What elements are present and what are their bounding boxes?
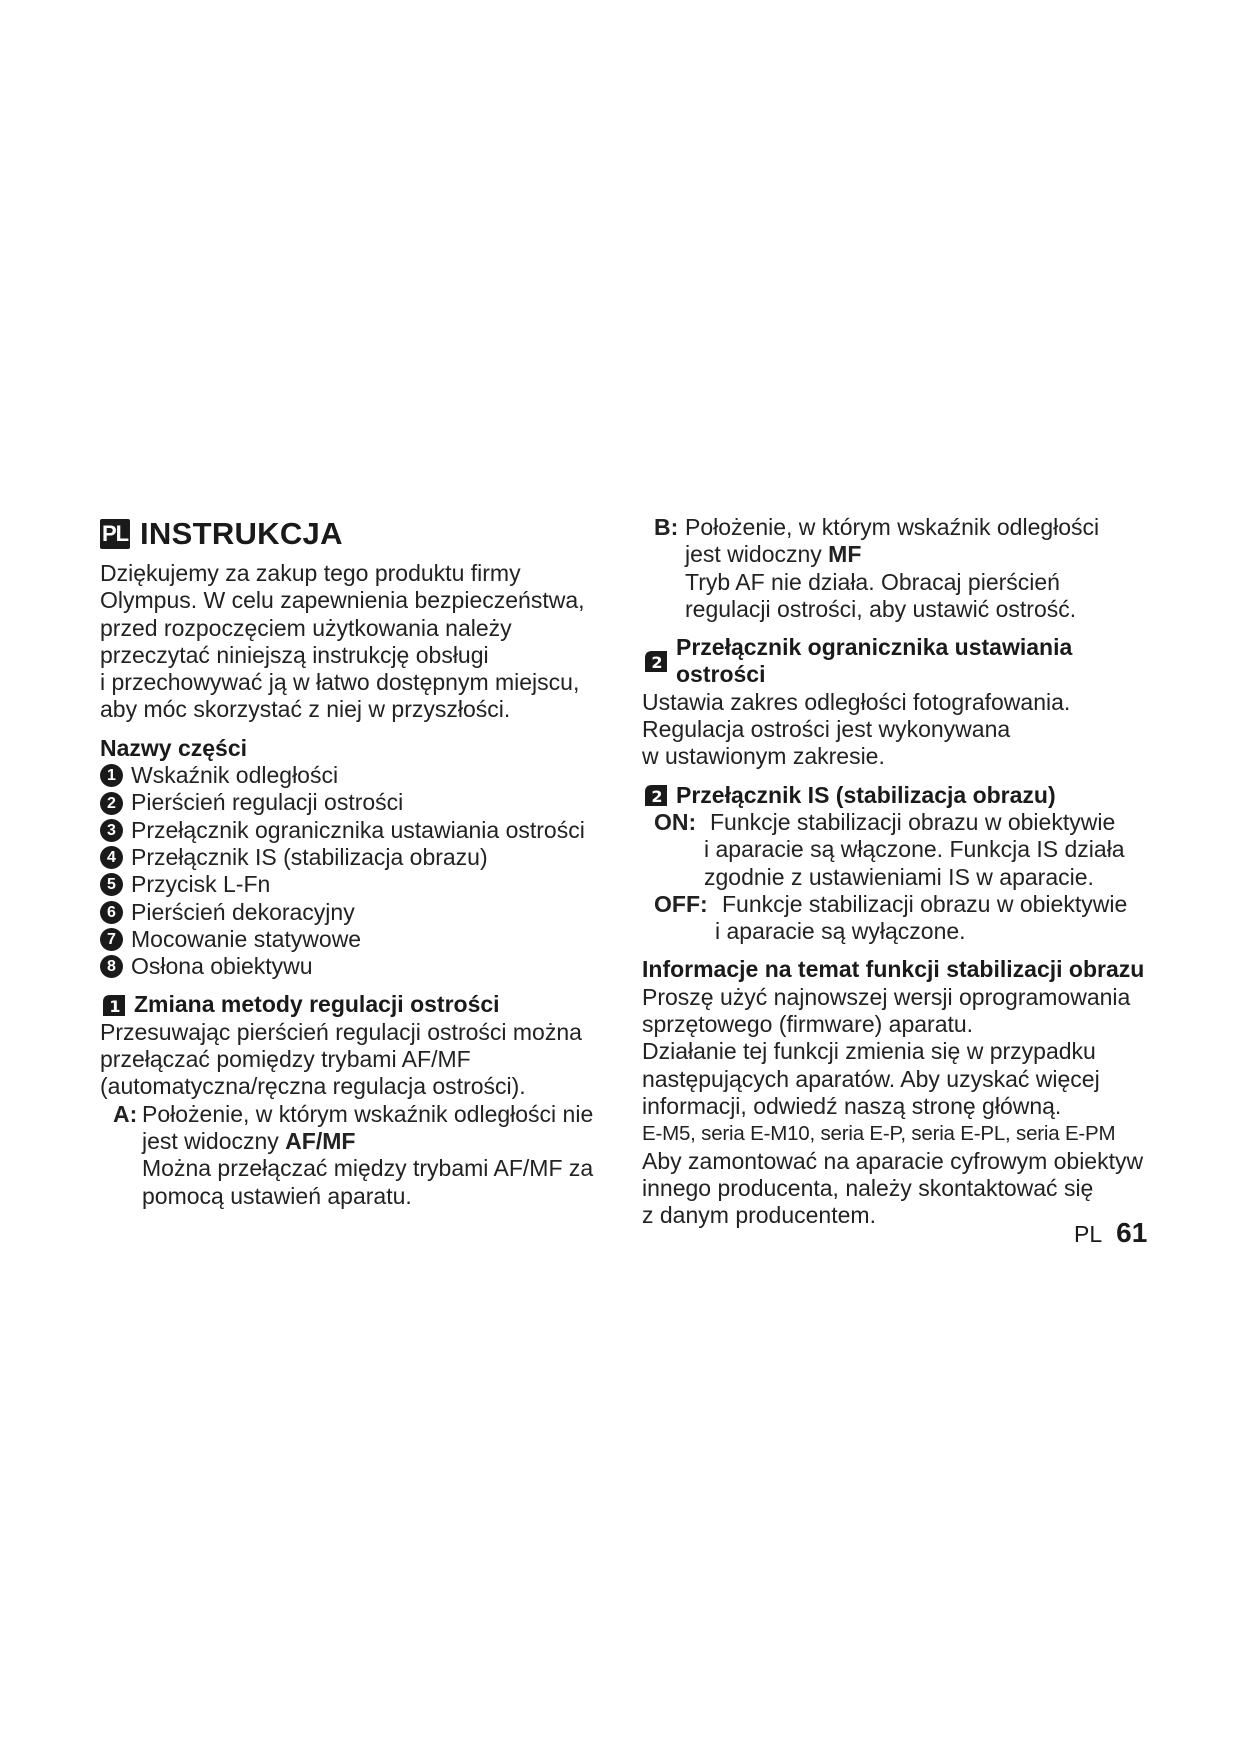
- section-heading-text: Zmiana metody regulacji ostrości: [134, 991, 500, 1018]
- section-heading-focus-limiter: [642, 634, 1162, 689]
- footer-language: PL: [1074, 1221, 1103, 1247]
- parts-item: [100, 817, 620, 844]
- option-label: A:: [113, 1100, 138, 1127]
- info-line: Aby zamontować na aparacie cyfrowym obiektyw: [642, 1147, 1144, 1174]
- option-label: ON:: [654, 808, 697, 835]
- section-heading-is-switch: [642, 782, 1162, 809]
- title-row: [100, 514, 620, 554]
- parts-item-label: Pierścień dekoracyjny: [131, 898, 355, 925]
- intro-line: przed rozpoczęciem użytkowania należy: [100, 614, 512, 641]
- body-line: Przesuwając pierścień regulacji ostrości można: [100, 1018, 582, 1045]
- intro-line: i przechowywać ją w łatwo dostępnym miejscu,: [100, 669, 580, 696]
- parts-heading: Nazwy części: [100, 734, 248, 761]
- option-line: Funkcje stabilizacji obrazu w obiektywie: [722, 890, 1128, 917]
- option-off: [642, 891, 1162, 918]
- option-line: zgodnie z ustawieniami IS w aparacie.: [704, 863, 1094, 890]
- number-badge-icon: 4: [100, 846, 123, 869]
- body-line: Ustawia zakres odległości fotografowania.: [642, 688, 1071, 715]
- svg-text:2: 2: [651, 653, 663, 673]
- info-line: Proszę użyć najnowszej wersji oprogramowania: [642, 983, 1131, 1010]
- option-line: regulacji ostrości, aby ustawić ostrość.: [685, 595, 1077, 622]
- option-line: i aparacie są wyłączone.: [715, 918, 966, 945]
- parts-item: [100, 871, 620, 898]
- parts-item-label: Mocowanie statywowe: [131, 925, 362, 952]
- intro-line: aby móc skorzystać z niej w przyszłości.: [100, 696, 511, 723]
- parts-item-label: Przełącznik IS (stabilizacja obrazu): [131, 843, 488, 870]
- svg-text:1: 1: [109, 997, 121, 1017]
- language-badge: PL: [100, 519, 130, 549]
- parts-item: [100, 844, 620, 871]
- option-a: [100, 1101, 620, 1210]
- intro-line: przeczytać niniejszą instrukcję obsługi: [100, 641, 489, 668]
- number-badge-icon: 3: [100, 819, 123, 842]
- intro-line: Olympus. W celu zapewnienia bezpieczeństwa,: [100, 587, 585, 614]
- info-line: następujących aparatów. Aby uzyskać więcej: [642, 1065, 1100, 1092]
- option-label: B:: [654, 514, 679, 540]
- svg-text:2: 2: [651, 787, 663, 807]
- info-heading: Informacje na temat funkcji stabilizacji obrazu: [642, 956, 1145, 983]
- info-line: z danym producentem.: [642, 1202, 876, 1229]
- body-line: przełączać pomiędzy trybami AF/MF: [100, 1046, 471, 1073]
- info-line: Działanie tej funkcji zmienia się w przypadku: [642, 1038, 1096, 1065]
- parts-list: [100, 762, 620, 980]
- right-column: [642, 514, 1162, 1229]
- mode-label: AF/MF: [285, 1127, 356, 1154]
- page-number: 61: [1116, 1217, 1148, 1248]
- number-badge-icon: 1: [100, 764, 123, 787]
- parts-item: [100, 762, 620, 789]
- intro-line: Dziękujemy za zakup tego produktu firmy: [100, 560, 521, 586]
- parts-item: [100, 899, 620, 926]
- option-line: i aparacie są włączone. Funkcja IS działa: [704, 836, 1125, 863]
- number-badge-icon: 7: [100, 928, 123, 951]
- info-line: sprzętowego (firmware) aparatu.: [642, 1011, 974, 1038]
- number-badge-icon: 2: [100, 792, 123, 815]
- number-badge-icon: 8: [100, 955, 123, 978]
- parts-item-label: Przełącznik ogranicznika ustawiania ostrości: [131, 816, 585, 843]
- option-line: Położenie, w którym wskaźnik odległości: [685, 514, 1100, 540]
- section-heading-text: Przełącznik IS (stabilizacja obrazu): [676, 781, 1056, 808]
- option-line: Funkcje stabilizacji obrazu w obiektywie: [710, 808, 1116, 835]
- parts-item-label: Wskaźnik odległości: [131, 762, 339, 789]
- intro-text: [100, 560, 620, 724]
- mode-label: MF: [828, 541, 862, 568]
- section-heading-text: Przełącznik ogranicznika ustawiania ostrości: [676, 634, 1073, 688]
- lens-step-2-icon: [642, 648, 670, 674]
- option-line: jest widoczny MF: [685, 541, 862, 568]
- option-line: Położenie, w którym wskaźnik odległości nie: [142, 1100, 594, 1127]
- body-line: Regulacja ostrości jest wykonywana: [642, 716, 1011, 743]
- parts-item-label: Pierścień regulacji ostrości: [131, 789, 404, 816]
- body-line: w ustawionym zakresie.: [642, 743, 885, 770]
- page-title: INSTRUKCJA: [140, 516, 343, 552]
- parts-item: [100, 926, 620, 953]
- body-line: (automatyczna/ręczna regulacja ostrości).: [100, 1073, 526, 1100]
- option-on: [642, 809, 1162, 836]
- option-line: jest widoczny AF/MF: [142, 1127, 356, 1154]
- left-column: [100, 514, 620, 1210]
- option-label: OFF:: [654, 890, 708, 917]
- parts-item: [100, 953, 620, 980]
- camera-models: E-M5, seria E-M10, seria E-P, seria E-PL, seria E-PM: [642, 1122, 1116, 1146]
- option-line: Tryb AF nie działa. Obracaj pierścień: [685, 568, 1060, 595]
- info-line: innego producenta, należy skontaktować się: [642, 1174, 1094, 1201]
- parts-item-label: Osłona obiektywu: [131, 953, 313, 980]
- lens-step-2-icon: [642, 782, 670, 808]
- section-heading-focus-method: [100, 991, 620, 1018]
- parts-item: [100, 789, 620, 816]
- option-b: [642, 514, 1162, 623]
- parts-item-label: Przycisk L-Fn: [131, 871, 271, 898]
- info-line: informacji, odwiedź naszą stronę główną.: [642, 1092, 1062, 1119]
- option-line: pomocą ustawień aparatu.: [142, 1182, 412, 1209]
- page-footer: [1074, 1217, 1147, 1249]
- option-line: Można przełączać między trybami AF/MF za: [142, 1155, 594, 1182]
- number-badge-icon: 6: [100, 901, 123, 924]
- number-badge-icon: 5: [100, 873, 123, 896]
- lens-step-1-icon: [100, 992, 128, 1018]
